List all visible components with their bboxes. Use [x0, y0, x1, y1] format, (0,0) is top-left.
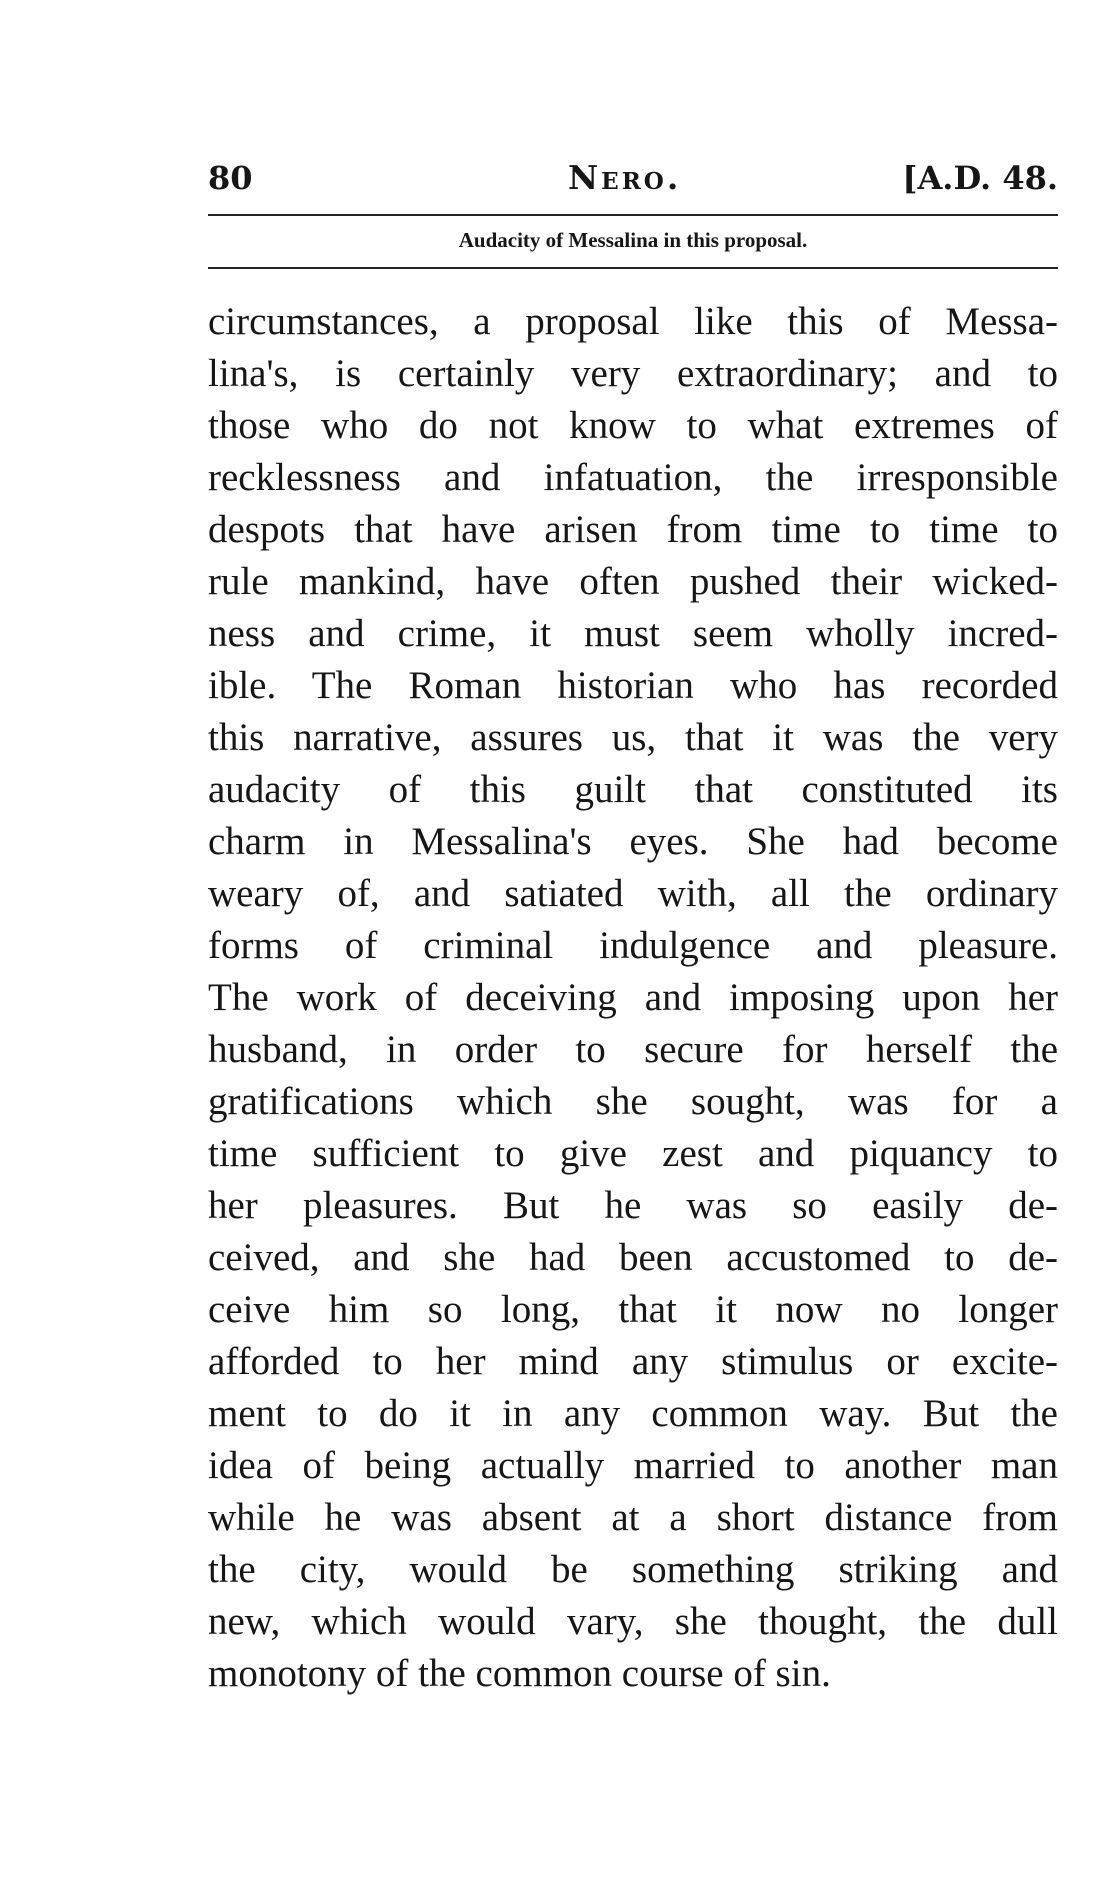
text-line: idea of being actually married to another man	[208, 1444, 1058, 1487]
text-line: circumstances, a proposal like this of Messa-	[208, 300, 1058, 343]
text-line: ness and crime, it must seem wholly incred-	[208, 612, 1058, 655]
text-line: forms of criminal indulgence and pleasure.	[208, 924, 1058, 967]
text-line: monotony of the common course of sin.	[208, 1652, 831, 1695]
text-line: afforded to her mind any stimulus or excite-	[208, 1340, 1058, 1383]
text-line: this narrative, assures us, that it was the very	[208, 716, 1058, 759]
body-text	[208, 296, 1058, 1700]
text-line: recklessness and infatuation, the irresponsible	[208, 456, 1058, 499]
text-line: The work of deceiving and imposing upon her	[208, 976, 1058, 1019]
text-line: audacity of this guilt that constituted its	[208, 768, 1058, 811]
text-line: ceived, and she had been accustomed to de-	[208, 1236, 1058, 1279]
text-line: charm in Messalina's eyes. She had become	[208, 820, 1058, 863]
text-line: the city, would be something striking and	[208, 1548, 1058, 1591]
date-label: [A.D. 48.	[902, 159, 1058, 197]
text-line: despots that have arisen from time to time to	[208, 508, 1058, 551]
text-line: while he was absent at a short distance from	[208, 1496, 1058, 1539]
text-line: ment to do it in any common way. But the	[208, 1392, 1058, 1435]
text-line: rule mankind, have often pushed their wicked-	[208, 560, 1058, 603]
text-line: new, which would vary, she thought, the dull	[208, 1600, 1058, 1643]
running-title: Nero.	[568, 158, 682, 197]
text-line: time sufficient to give zest and piquancy to	[208, 1132, 1058, 1175]
text-line: husband, in order to secure for herself the	[208, 1028, 1058, 1071]
text-line: those who do not know to what extremes of	[208, 404, 1058, 447]
text-line: ceive him so long, that it now no longer	[208, 1288, 1058, 1331]
text-line: her pleasures. But he was so easily de-	[208, 1184, 1058, 1227]
header-rule-bottom	[208, 267, 1058, 269]
page-header	[208, 150, 1058, 214]
section-subtitle: Audacity of Messalina in this proposal.	[458, 228, 808, 252]
page-number: 80	[208, 159, 253, 197]
text-line: gratifications which she sought, was for a	[208, 1080, 1058, 1123]
text-line: lina's, is certainly very extraordinary; and to	[208, 352, 1058, 395]
text-line: weary of, and satiated with, all the ordinary	[208, 872, 1058, 915]
header-rule-top	[208, 214, 1058, 216]
text-line: ible. The Roman historian who has recorded	[208, 664, 1058, 707]
